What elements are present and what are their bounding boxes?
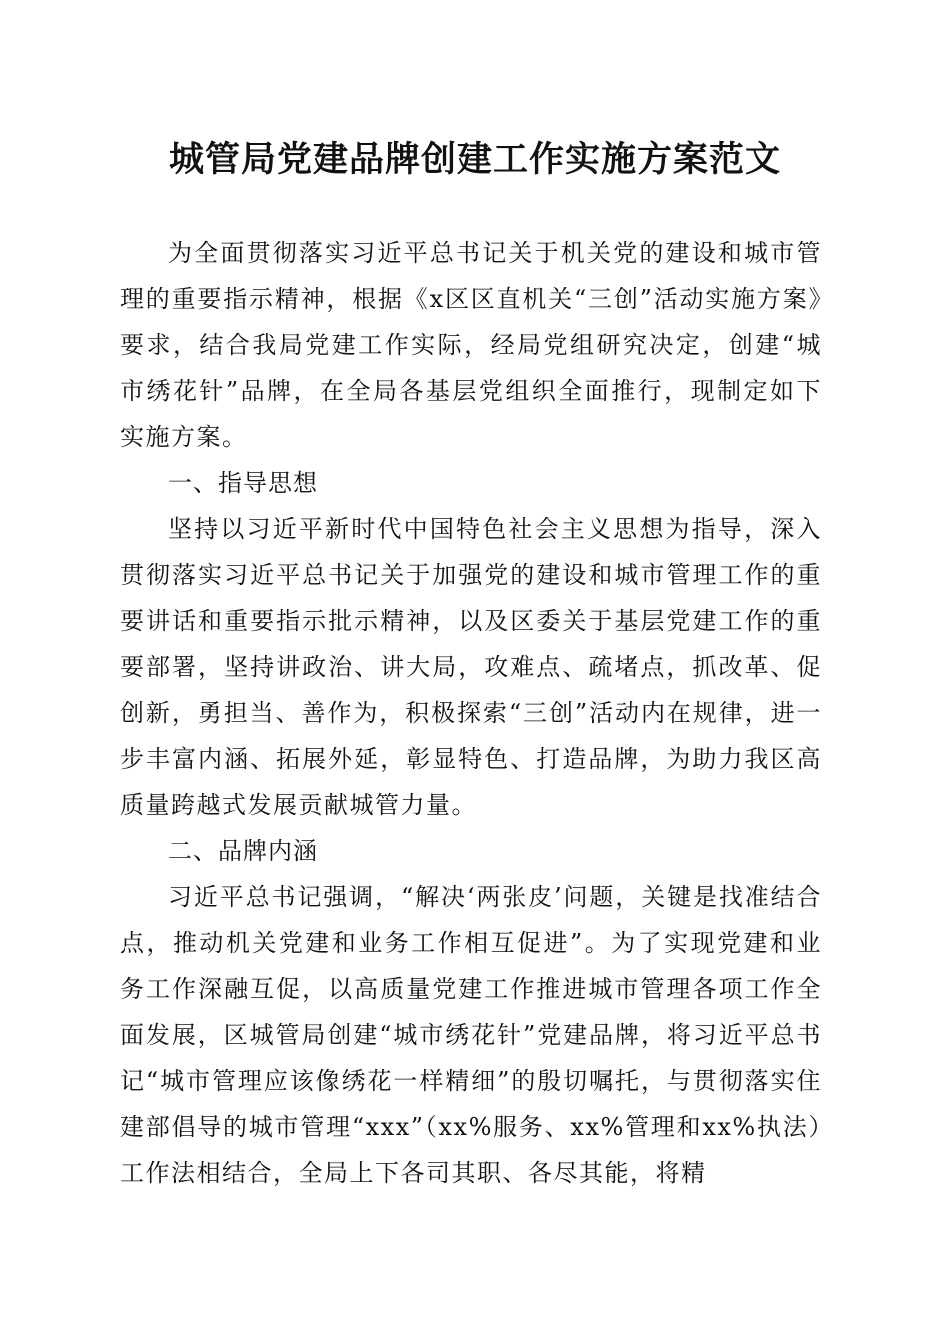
section-heading-guiding-ideology: 一、指导思想 [168, 469, 318, 497]
document-body [120, 230, 822, 1196]
document-title: 城管局党建品牌创建工作实施方案范文 [168, 139, 781, 180]
section-paragraph-guiding-ideology: 坚持以习近平新时代中国特色社会主义思想为指导，深入贯彻落实习近平总书记关于加强党的建设和城市管理工作的重要讲话和重要指示批示精神，以及区委关于基层党建工作的重要部署，坚持讲政治、讲大局，攻难点、疏堵点，抓改革、促创新，勇担当、善作为，积极探索“三创”活动内在规律，进一步丰富内涵、拓展外延，彰显特色、打造品牌，为助力我区高质量跨越式发展贡献城管力量。 [120, 515, 822, 819]
section-paragraph-brand-connotation: 习近平总书记强调，“解决‘两张皮’问题，关键是找准结合点，推动机关党建和业务工作相互促进”。为了实现党建和业务工作深融互促，以高质量党建工作推进城市管理各项工作全面发展，区城管局创建“城市绣花针”党建品牌，将习近平总书记“城市管理应该像绣花一样精细”的殷切嘱托，与贯彻落实住建部倡导的城市管理“xxx”（xx%服务、xx%管理和xx%执法）工作法相结合，全局上下各司其职、各尽其能，将精 [120, 883, 822, 1187]
intro-paragraph: 为全面贯彻落实习近平总书记关于机关党的建设和城市管理的重要指示精神，根据《x区区直机关“三创”活动实施方案》要求，结合我局党建工作实际，经局党组研究决定，创建“城市绣花针”品牌，在全局各基层党组织全面推行，现制定如下实施方案。 [120, 239, 822, 451]
section-heading-brand-connotation: 二、品牌内涵 [168, 837, 318, 865]
